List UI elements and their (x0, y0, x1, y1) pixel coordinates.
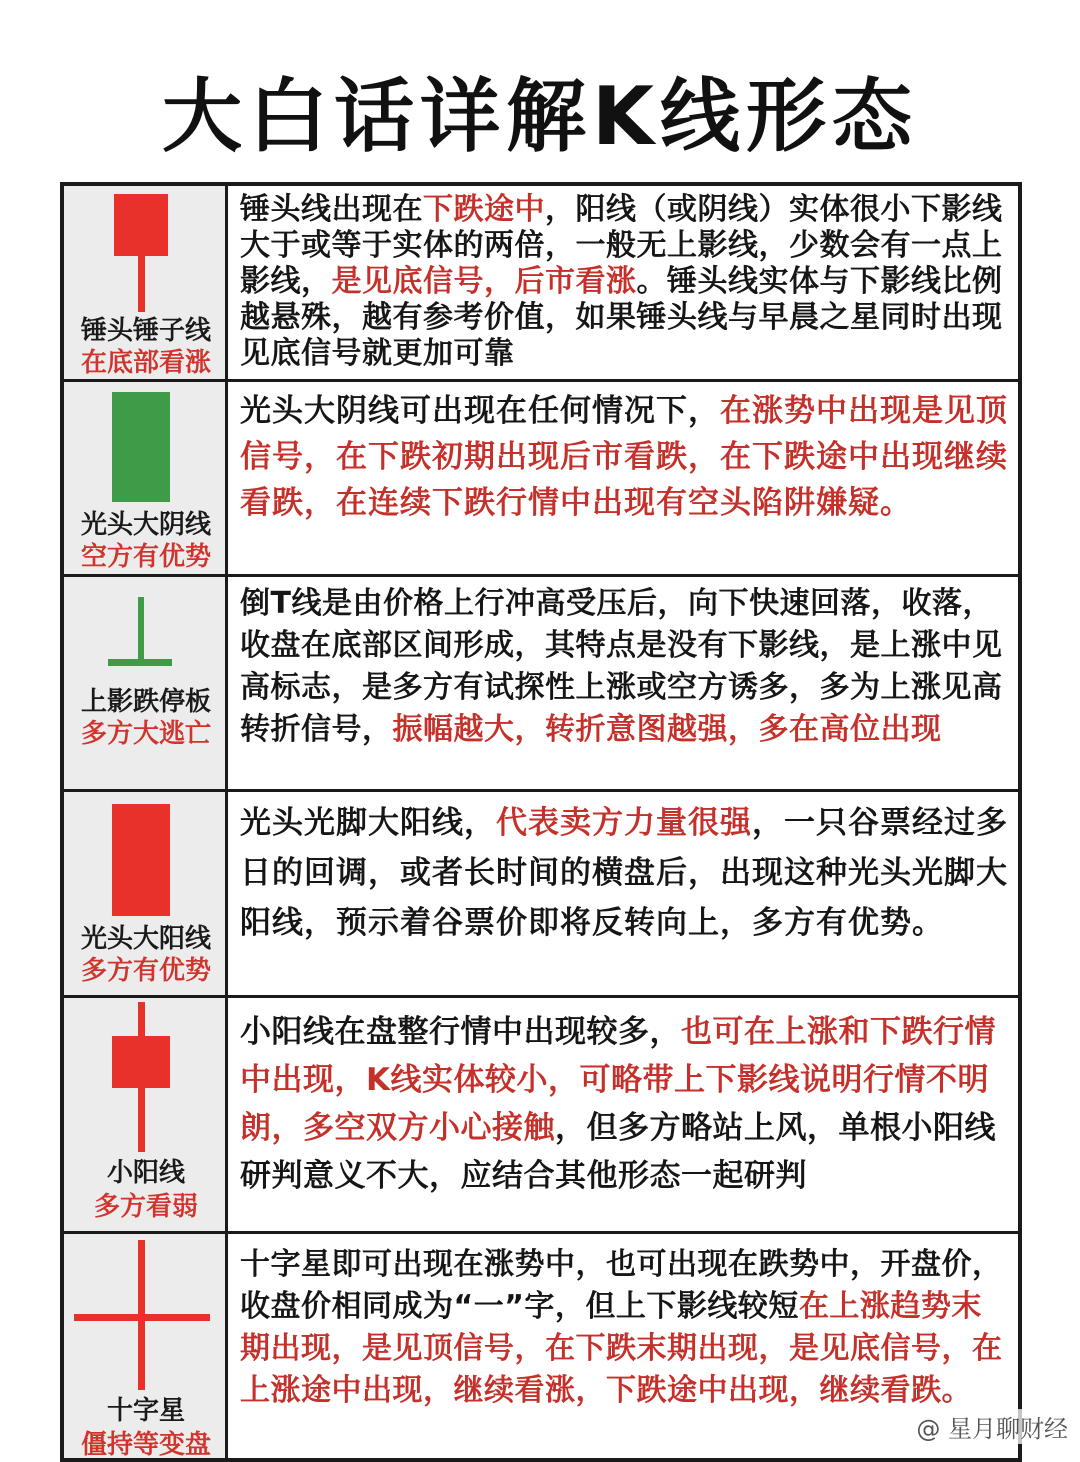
pattern-description (228, 792, 1018, 995)
pattern-name: 上影跌停板 (80, 687, 211, 717)
pattern-description (228, 1234, 1018, 1458)
page-title: 大白话详解K线形态 (162, 70, 918, 163)
table-row (64, 577, 1018, 792)
pattern-cell (64, 998, 228, 1231)
pattern-name: 锤头锤子线 (80, 316, 211, 346)
description-text: 倒T线是由价格上行冲高受压后，向下快速回落，收落，收盘在底部区间形成，其特点是没有下影线，是上涨中见高标志，是多方有试探性上涨或空方诱多，多为上涨见高转折信号， (240, 586, 1003, 747)
highlight-text: 代表卖方力量很强 (496, 805, 752, 841)
description-text: ，但多方略站上风，单根小阳线研判意义不大，应结合其他形态一起研判 (240, 1110, 996, 1194)
table-row (64, 998, 1018, 1234)
description-text: ，一只谷票经过多日的回调，或者长时间的横盘后，出现这种光头光脚大阳线，预示着谷票价即将反转向上，多方有优势。 (240, 805, 1008, 941)
pattern-description (228, 577, 1018, 789)
highlight-text: 是见底信号，后市看涨 (331, 264, 637, 299)
pattern-meaning: 多方有优势 (80, 956, 211, 986)
pattern-name: 光头大阴线 (80, 510, 211, 540)
pattern-name: 十字星 (106, 1396, 185, 1426)
pattern-name: 光头大阳线 (80, 924, 211, 954)
table-row (64, 382, 1018, 577)
pattern-name: 小阳线 (106, 1158, 185, 1188)
highlight-text: 在上涨趋势末期出现，是见顶信号，在下跌末期出现，是见底信号，在上涨途中出现，继续看涨，下跌途中出现，继续看跌。 (240, 1289, 1003, 1408)
pattern-description (228, 186, 1018, 379)
table-row (64, 1234, 1018, 1458)
candlestick-table (60, 182, 1022, 1462)
watermark: @ 星月聊财经 (912, 1409, 1072, 1444)
pattern-meaning: 在底部看涨 (80, 348, 211, 378)
highlight-text: 在涨势中出现是见顶信号，在下跌初期出现后市看跌，在下跌途中出现继续看跌，在连续下跌行情中出现有空头陷阱嫌疑。 (240, 393, 1008, 521)
highlight-text: 也可在上涨和下跌行情中出现，K线实体较小，可略带上下影线说明行情不明朗，多空双方小心接触 (240, 1014, 996, 1146)
description-text: 锤头线出现在 (240, 192, 423, 227)
description-text: ，阳线（或阴线）实体很小下影线大于或等于实体的两倍，一般无上影线，少数会有一点上影线， (240, 192, 1003, 299)
pattern-cell (64, 186, 228, 379)
pattern-meaning: 多方大逃亡 (80, 719, 211, 749)
pattern-meaning: 多方看弱 (93, 1192, 198, 1222)
pattern-meaning: 空方有优势 (80, 542, 211, 572)
description-text: 光头大阴线可出现在任何情况下， (240, 393, 720, 429)
pattern-cell (64, 577, 228, 789)
highlight-text: 下跌途中 (423, 192, 545, 227)
pattern-description (228, 998, 1018, 1231)
pattern-description (228, 382, 1018, 574)
highlight-text: 振幅越大，转折意图越强，多在高位出现 (392, 712, 942, 747)
description-text: 十字星即可出现在涨势中，也可出现在跌势中，开盘价，收盘价相同成为“一”字，但上下影线较短 (240, 1247, 1003, 1324)
table-row (64, 792, 1018, 998)
description-text: 光头光脚大阳线， (240, 805, 496, 841)
description-text: 小阳线在盘整行情中出现较多， (240, 1014, 681, 1050)
pattern-cell (64, 792, 228, 995)
pattern-cell (64, 382, 228, 574)
table-row (64, 186, 1018, 382)
description-text: 。锤头线实体与下影线比例越悬殊，越有参考价值，如果锤头线与早晨之星同时出现见底信号就更加可靠 (240, 264, 1003, 371)
pattern-cell (64, 1234, 228, 1458)
pattern-meaning: 僵持等变盘 (80, 1430, 211, 1460)
